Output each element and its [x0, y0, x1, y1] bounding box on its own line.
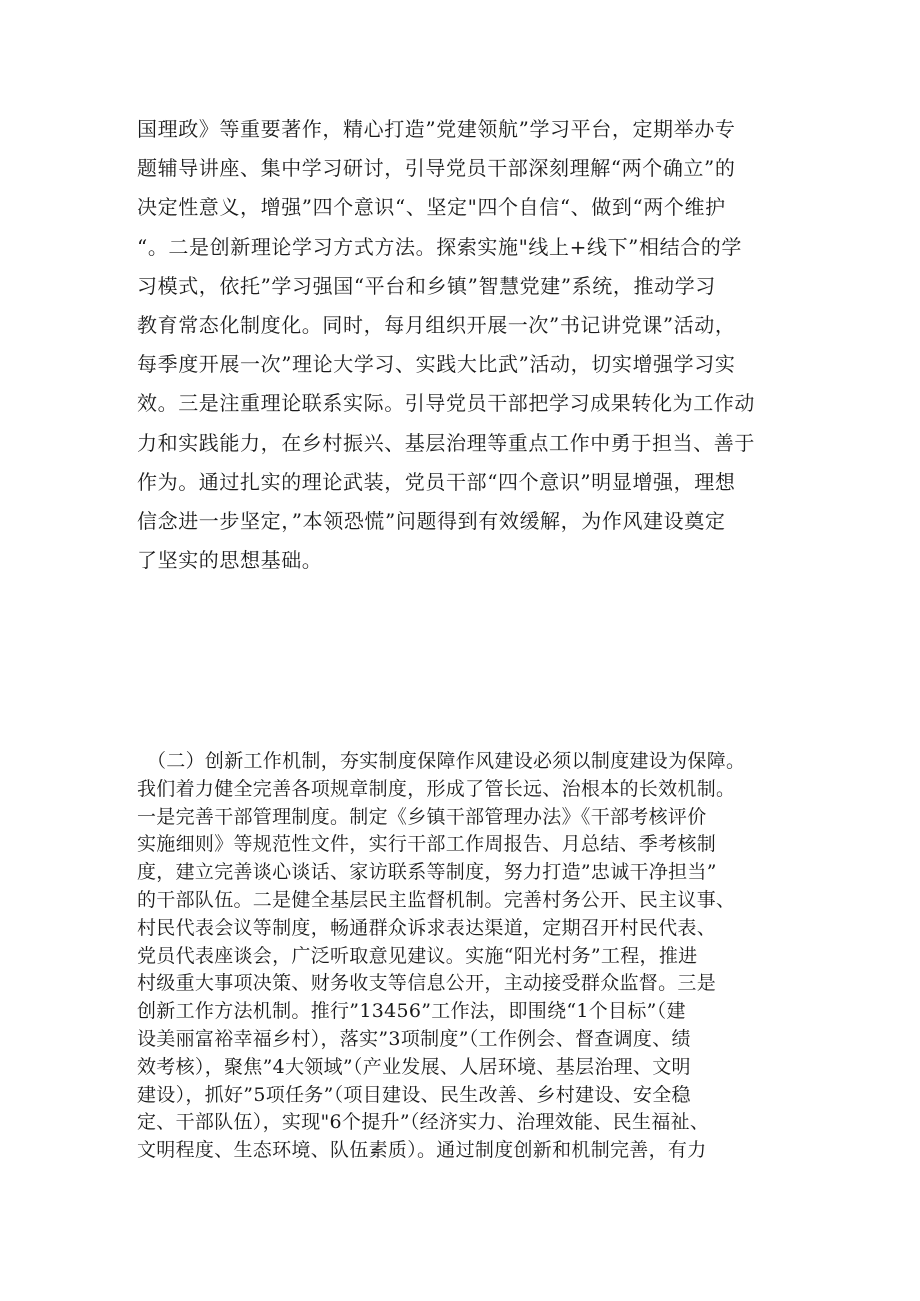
text-line: 度，建立完善谈心谈话、家访联系等制度，努力打造”忠诚干净担当” — [137, 861, 717, 884]
text-line: 效考核），聚焦”4大领域”（产业发展、人居环境、基层治理、文明 — [137, 1055, 691, 1078]
text-line: 教育常态化制度化。同时，每月组织开展一次”书记讲党课”活动， — [137, 313, 736, 338]
text-line: 党员代表座谈会，广泛听取意见建议。实施“阳光村务”工程，推进 — [137, 944, 698, 967]
text-line: 文明程度、生态环境、队伍素质）。通过制度创新和机制完善，有力 — [137, 1139, 707, 1162]
text-line: 村级重大事项决策、财务收支等信息公开，主动接受群众监督。三是 — [137, 972, 717, 995]
text-line: 国理政》等重要著作，精心打造”党建领航”学习平台，定期举办专 — [137, 117, 736, 141]
body-paragraph-2 — [137, 748, 797, 1165]
section-heading-line: （二）创新工作机制，夯实制度保障作风建设必须以制度建设为保障。 — [147, 750, 746, 772]
body-paragraph-1 — [137, 110, 787, 580]
text-line: 力和实践能力，在乡村振兴、基层治理等重点工作中勇于担当、善于 — [137, 430, 755, 455]
text-line: 我们着力健全完善各项规章制度，形成了管长远、治根本的长效机制。 — [137, 777, 736, 800]
text-line: 设美丽富裕幸福乡村），落实”3项制度”（工作例会、督查调度、绩 — [137, 1027, 691, 1050]
text-line: 一是完善干部管理制度。制定《乡镇干部管理办法》《干部考核评价 — [137, 805, 707, 828]
text-line: 题辅导讲座、集中学习研讨，引导党员干部深刻理解“两个确立”的 — [137, 156, 736, 181]
text-line: 村民代表会议等制度，畅通群众诉求表达渠道，定期召开村民代表、 — [137, 916, 717, 939]
text-line: 定、干部队伍），实现"6个提升”（经济实力、治理效能、民生福祉、 — [137, 1111, 710, 1134]
text-line: 决定性意义，增强”四个意识“、坚定"四个自信“、做到“两个维护 — [137, 195, 726, 220]
text-line: 习模式，依托”学习强国“平台和乡镇”智慧党建”系统，推动学习 — [137, 273, 716, 298]
text-line: 作为。通过扎实的理论武装，党员干部“四个意识”明显增强，理想 — [137, 469, 736, 494]
text-line: 了坚实的思想基础。 — [137, 548, 323, 573]
text-line: 效。三是注重理论联系实际。引导党员干部把学习成果转化为工作动 — [137, 391, 755, 416]
text-line: 实施细则》等规范性文件，实行干部工作周报告、月总结、季考核制 — [137, 833, 717, 856]
text-line: “。二是创新理论学习方式方法。探索实施"线上+线下”相结合的学 — [137, 234, 743, 259]
text-line: 创新工作方法机制。推行”13456”工作法，即围绕“1个目标”（建 — [137, 1000, 686, 1023]
text-line: 信念进一步坚定，”本领恐慌”问题得到有效缓解，为作风建设奠定 — [137, 509, 726, 534]
text-line: 建设），抓好”5项任务”（项目建设、民生改善、乡村建设、安全稳 — [137, 1083, 691, 1106]
text-line: 每季度开展一次”理论大学习、实践大比武”活动，切实增强学习实 — [137, 352, 736, 377]
text-line: 的干部队伍。二是健全基层民主监督机制。完善村务公开、民主议事、 — [137, 888, 736, 911]
